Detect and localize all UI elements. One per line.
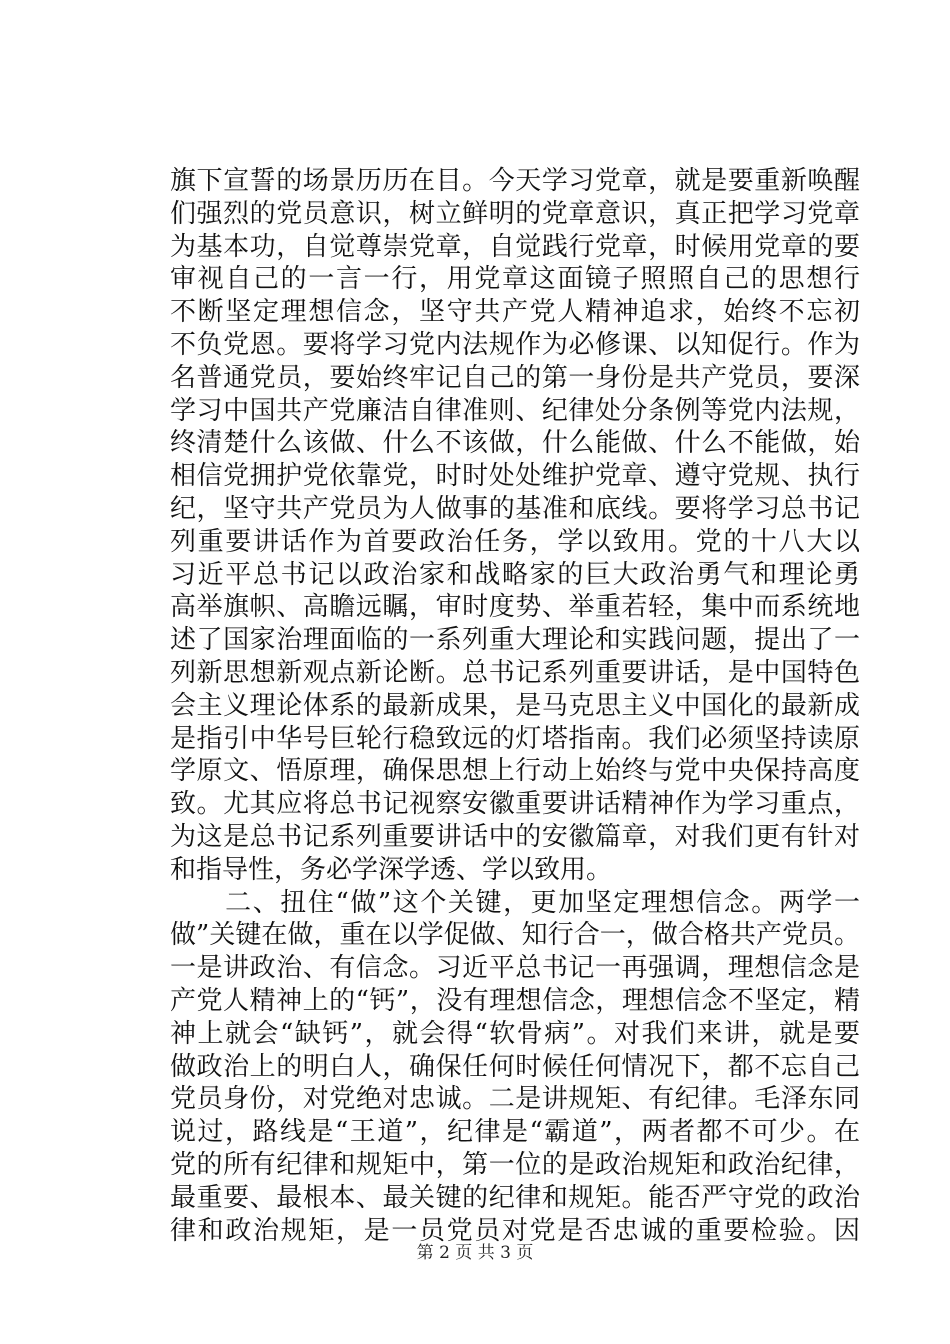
text-line: 党员身份，对党绝对忠诚。二是讲规矩、有纪律。毛泽东同 <box>170 1084 860 1115</box>
text-line: 习近平总书记以政治家和战略家的巨大政治勇气和理论勇 <box>170 559 860 590</box>
text-line: 述了国家治理面临的一系列重大理论和实践问题，提出了一 <box>170 625 860 656</box>
text-line: 和指导性，务必学深学透、学以致用。 <box>170 854 613 885</box>
text-line: 说过，路线是“王道”，纪律是“霸道”，两者都不可少。在 <box>170 1117 860 1148</box>
text-line: 相信党拥护党依靠党，时时处处维护党章、遵守党规、执行 <box>170 461 860 492</box>
text-line: 纪，坚守共产党员为人做事的基准和底线。要将学习总书记 <box>170 493 860 524</box>
text-line: 为基本功，自觉尊崇党章，自觉践行党章，时候用党章的要 <box>170 231 860 262</box>
text-line: 产党人精神上的“钙”，没有理想信念，理想信念不坚定，精 <box>170 985 860 1016</box>
text-line: 党的所有纪律和规矩中，第一位的是政治规矩和政治纪律， <box>170 1149 860 1180</box>
text-line: 学原文、悟原理，确保思想上行动上始终与党中央保持高度 <box>170 756 860 787</box>
text-line: 做”关键在做，重在以学促做、知行合一，做合格共产党员。 <box>170 920 860 951</box>
text-line: 致。尤其应将总书记视察安徽重要讲话精神作为学习重点， <box>170 789 860 820</box>
text-line: 列新思想新观点新论断。总书记系列重要讲话，是中国特色 <box>170 657 860 688</box>
text-line: 列重要讲话作为首要政治任务，学以致用。党的十八大以 <box>170 526 860 557</box>
page-number-footer: 第 2 页 共 3 页 <box>416 1243 534 1263</box>
text-line: 一是讲政治、有信念。习近平总书记一再强调，理想信念是 <box>170 953 860 984</box>
text-line: 为这是总书记系列重要讲话中的安徽篇章，对我们更有针对 <box>170 821 860 852</box>
text-line: 不负党恩。要将学习党内法规作为必修课、以知促行。作为 <box>170 329 860 360</box>
text-line: 终清楚什么该做、什么不该做，什么能做、什么不能做，始 <box>170 428 860 459</box>
text-line: 们强烈的党员意识，树立鲜明的党章意识，真正把学习党章 <box>170 198 860 229</box>
text-line: 做政治上的明白人，确保任何时候任何情况下，都不忘自己 <box>170 1051 860 1082</box>
text-line: 是指引中华号巨轮行稳致远的灯塔指南。我们必须坚持读原 <box>170 723 860 754</box>
text-line: 律和政治规矩，是一员党员对党是否忠诚的重要检验。因 <box>170 1215 860 1246</box>
text-line: 最重要、最根本、最关键的纪律和规矩。能否严守党的政治 <box>170 1182 860 1213</box>
text-line: 旗下宣誓的场景历历在目。今天学习党章，就是要重新唤醒 <box>170 166 860 196</box>
text-line: 高举旗帜、高瞻远瞩，审时度势、举重若轻，集中而系统地 <box>170 592 860 623</box>
body-text <box>170 165 860 1247</box>
text-line: 二、扭住“做”这个关键，更加坚定理想信念。两学一 <box>170 887 860 918</box>
text-line: 神上就会“缺钙”，就会得“软骨病”。对我们来讲，就是要 <box>170 1018 860 1049</box>
text-line: 不断坚定理想信念，坚守共产党人精神追求，始终不忘初 <box>170 297 860 328</box>
text-line: 会主义理论体系的最新成果，是马克思主义中国化的最新成 <box>170 690 860 721</box>
text-line: 学习中国共产党廉洁自律准则、纪律处分条例等党内法规， <box>170 395 860 426</box>
text-line: 审视自己的一言一行，用党章这面镜子照照自己的思想行 <box>170 264 860 295</box>
text-line: 名普通党员，要始终牢记自己的第一身份是共产党员，要深 <box>170 362 860 393</box>
